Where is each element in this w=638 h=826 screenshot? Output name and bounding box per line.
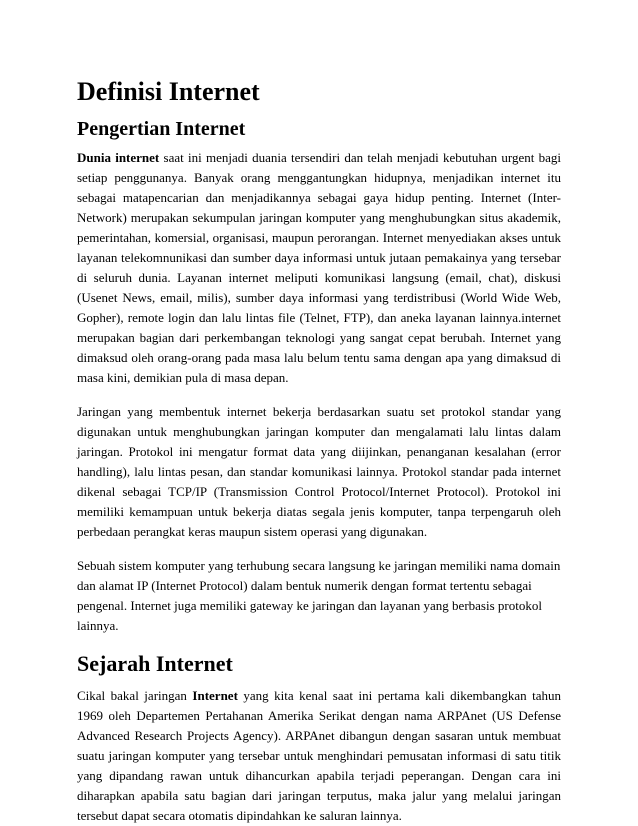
- paragraph-text: yang kita kenal saat ini pertama kali dikembangkan tahun 1969 oleh Departemen Pertahanan Amerika Serikat dengan nama ARPAnet (US Defense Advanced Research Projects Agency). ARPAnet dibangun dengan sasaran untuk membuat suatu jaringan komputer yang tersebar untuk menghindari pemusatan informasi di satu titik yang dipandang rawan untuk dihancurkan apabila terjadi peperangan. Dengan cara ini diharapkan apabila satu bagian dari jaringan terputus, maka jalur yang melalui jaringan tersebut dapat secara otomatis dipindahkan ke saluran lainnya.: [77, 688, 561, 823]
- paragraph-text-pre: Cikal bakal jaringan: [77, 688, 193, 703]
- paragraph-sistem-komputer: Sebuah sistem komputer yang terhubung secara langsung ke jaringan memiliki nama domain dan alamat IP (Internet Protocol) dalam bentuk numerik dengan format tertentu sebagai pengenal. Internet juga memiliki gateway ke jaringan dan layanan yang berbasis protokol lainnya.: [77, 558, 561, 633]
- section-heading-pengertian: Pengertian Internet: [77, 118, 246, 140]
- paragraph-jaringan: Jaringan yang membentuk internet bekerja berdasarkan suatu set protokol standar yang digunakan untuk menghubungkan jaringan komputer dan mengalamati lalu lintas dalam jaringan. Protokol ini mengatur format data yang diijinkan, penanganan kesalahan (error handling), lalu lintas pesan, dan standar komunikasi lainnya. Protokol standar pada internet dikenal sebagai TCP/IP (Transmission Control Protocol/Internet Protocol). Protokol ini memiliki kemampuan untuk bekerja diatas segala jenis komputer, tanpa terpengaruh oleh perbedaan perangkat keras maupun sistem operasi yang digunakan.: [77, 404, 561, 539]
- section-heading-sejarah: Sejarah Internet: [77, 651, 233, 676]
- paragraph-dunia-internet: [77, 148, 561, 388]
- paragraph-cikal-bakal: [77, 686, 561, 826]
- bold-term-dunia-internet: Dunia internet: [77, 150, 160, 165]
- paragraph-text: saat ini menjadi duania tersendiri dan telah menjadi kebutuhan urgent bagi setiap penggunanya. Banyak orang menggantungkan hidupnya, menjadikan internet itu sebagai matapencarian dan menjadikannya sebagai gaya hidup penting. Internet (Inter-Network) merupakan sekumpulan jaringan komputer yang menghubungkan situs akademik, pemerintahan, komersial, organisasi, maupun perorangan. Internet menyediakan akses untuk layanan telekomnunikasi dan sumber daya informasi untuk jutaan pemakainya yang tersebar di seluruh dunia. Layanan internet meliputi komunikasi langsung (email, chat), diskusi (Usenet News, email, milis), sumber daya informasi yang terdistribusi (World Wide Web, Gopher), remote login dan lalu lintas file (Telnet, FTP), dan aneka layanan lainnya.internet merupakan bagian dari perkembangan teknologi yang sangat cepat berubah. Internet yang dimaksud oleh orang-orang pada masa lalu belum tentu sama dengan apa yang dimaksud di masa kini, demikian pula di masa depan.: [77, 150, 562, 385]
- bold-term-internet: Internet: [192, 688, 238, 703]
- document-title: Definisi Internet: [77, 77, 260, 106]
